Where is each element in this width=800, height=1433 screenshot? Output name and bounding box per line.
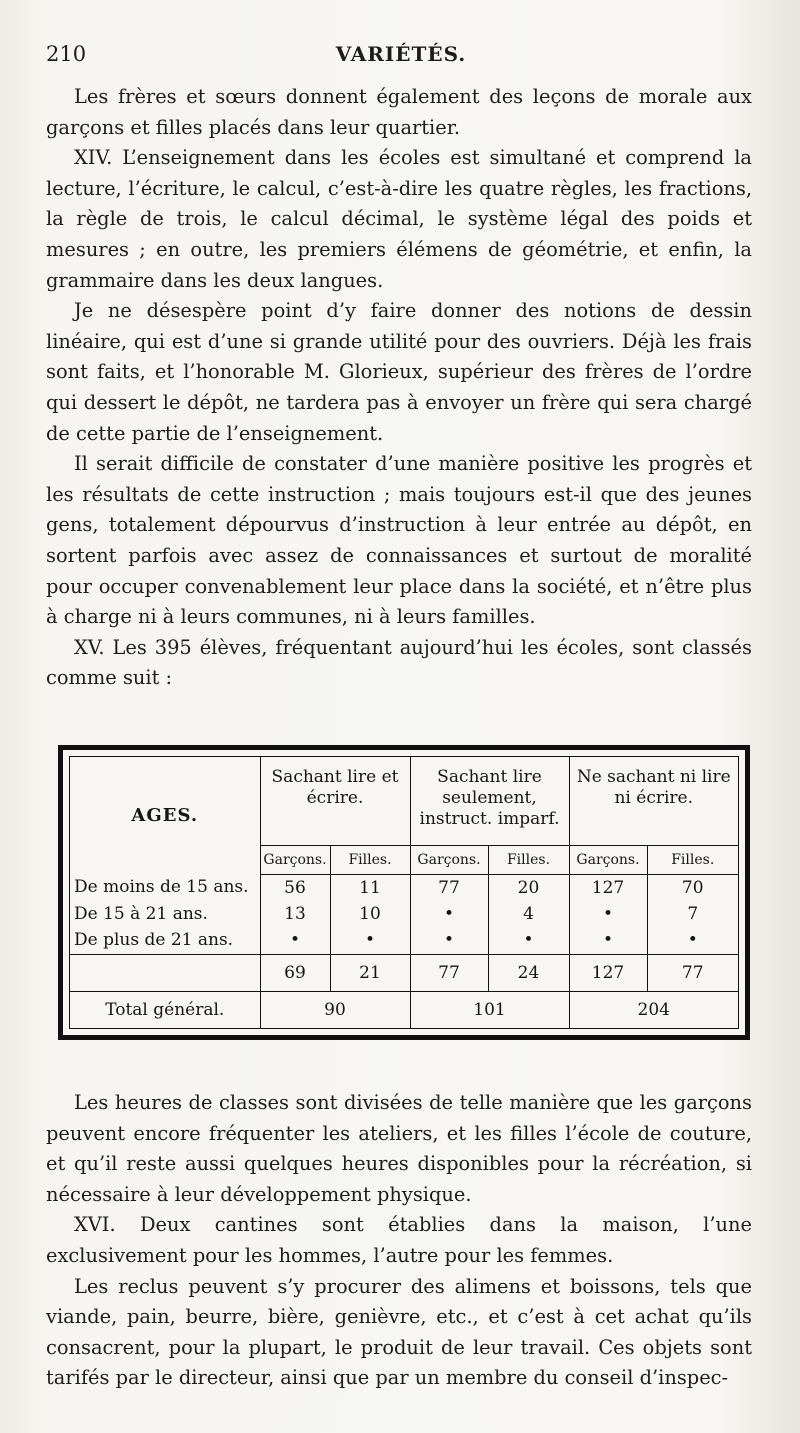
ages-header: AGES. (70, 757, 260, 875)
body-text-top (46, 82, 752, 694)
statistics-table (70, 757, 738, 1028)
subheader-boys: Garçons. (569, 846, 647, 875)
row-label: De 15 à 21 ans. (70, 901, 260, 927)
sum-cell: 69 (260, 955, 330, 992)
total-cell: 90 (260, 992, 410, 1029)
table-cell: • (410, 928, 488, 955)
table-row (70, 875, 738, 902)
page-number: 210 (46, 42, 87, 66)
table-row (70, 901, 738, 927)
paragraph: Je ne désespère point d’y faire donner des notions de dessin linéaire, qui est d’une si grande utilité pour des ouvriers. Déjà les frais sont faits, et l’honorable M. Glorieux, supérieur des frères de l’ordre qui dessert le dépôt, ne tardera pas à envoyer un frère qui sera chargé de cette partie de l’enseignement. (46, 299, 752, 445)
table-cell: 4 (488, 901, 569, 927)
table-sum-row (70, 955, 738, 992)
table-cell: 20 (488, 875, 569, 902)
page-header (46, 42, 756, 72)
table-cell: • (687, 930, 698, 951)
table-cell: 10 (330, 901, 410, 927)
paragraph: XVI. Deux cantines sont établies dans la maison, l’une exclusivement pour les hommes, l’autre pour les femmes. (46, 1213, 752, 1267)
table-header-row (70, 757, 738, 846)
subheader-boys: Garçons. (410, 846, 488, 875)
table-cell: 7 (687, 903, 699, 924)
sum-cell: 127 (569, 955, 647, 992)
table-cell: 127 (569, 875, 647, 902)
subheader-girls: Filles. (488, 846, 569, 875)
subheader-girls: Filles. (330, 846, 410, 875)
sum-cell: 24 (488, 955, 569, 992)
statistics-table-frame (58, 745, 750, 1040)
table-cell: • (410, 901, 488, 927)
group-header-illiterate: Ne sachant ni lire ni écrire. (576, 767, 731, 808)
table-row (70, 928, 738, 955)
body-text-bottom (46, 1088, 752, 1394)
paragraph: Les reclus peuvent s’y procurer des alimens et boissons, tels que viande, pain, beurre, bière, genièvre, etc., et c’est à cet achat qu’ils consacrent, pour la plupart, le produit de leur travail. Ces objets sont tarifés par le directeur, ainsi que par un membre du conseil d’inspec- (46, 1274, 752, 1390)
paragraph: Les heures de classes sont divisées de telle manière que les garçons peuvent encore fréquenter les ateliers, et les filles l’école de couture, et qu’il reste aussi quelques heures disponibles pour la récréation, si nécessaire à leur développement physique. (46, 1091, 752, 1206)
group-header-read-write: Sachant lire et écrire. (260, 757, 410, 846)
subheader-boys: Garçons. (260, 846, 330, 875)
table-cell: • (260, 928, 330, 955)
paragraph: XIV. L’enseignement dans les écoles est simultané et comprend la lecture, l’écriture, le calcul, c’est-à-dire les quatre règles, les fractions, la règle de trois, le calcul décimal, le système légal des poids et mesures ; en outre, les premiers élémens de géométrie, et enfin, la grammaire dans les deux langues. (46, 146, 752, 292)
statistics-table-border (69, 756, 739, 1029)
paragraph: Il serait difficile de constater d’une manière positive les progrès et les résultats de cette instruction ; mais toujours est-il que des jeunes gens, totalement dépourvus d’instruction à leur entrée au dépôt, en sortent parfois avec assez de connaissances et surtout de moralité pour occuper convenablement leur place dans la société, et n’être plus à charge ni à leurs communes, ni à leurs familles. (46, 452, 752, 629)
table-cell: 56 (260, 875, 330, 902)
sum-cell: 77 (647, 955, 738, 992)
table-cell: 70 (681, 877, 704, 898)
table-cell: 13 (260, 901, 330, 927)
running-head: VARIÉTÉS. (335, 42, 467, 66)
group-header-read-only: Sachant lire seulement, instruct. imparf. (410, 757, 569, 846)
row-label: De plus de 21 ans. (70, 928, 260, 955)
sum-cell: 77 (410, 955, 488, 992)
sum-cell: 21 (330, 955, 410, 992)
table-cell: • (330, 928, 410, 955)
table-cell: 11 (330, 875, 410, 902)
row-label: De moins de 15 ans. (70, 875, 260, 902)
table-cell: 77 (410, 875, 488, 902)
total-label: Total général. (70, 992, 260, 1029)
total-cell: 204 (569, 992, 738, 1029)
sum-row-label-empty (70, 955, 260, 992)
table-cell: • (569, 928, 647, 955)
table-cell: • (569, 901, 647, 927)
paragraph: Les frères et sœurs donnent également des leçons de morale aux garçons et filles placés dans leur quartier. (46, 85, 752, 139)
table-total-row (70, 992, 738, 1029)
subheader-girls: Filles. (647, 846, 738, 875)
table-cell: • (488, 928, 569, 955)
total-cell: 101 (410, 992, 569, 1029)
paragraph: XV. Les 395 élèves, fréquentant aujourd’hui les écoles, sont classés comme suit : (46, 635, 752, 690)
